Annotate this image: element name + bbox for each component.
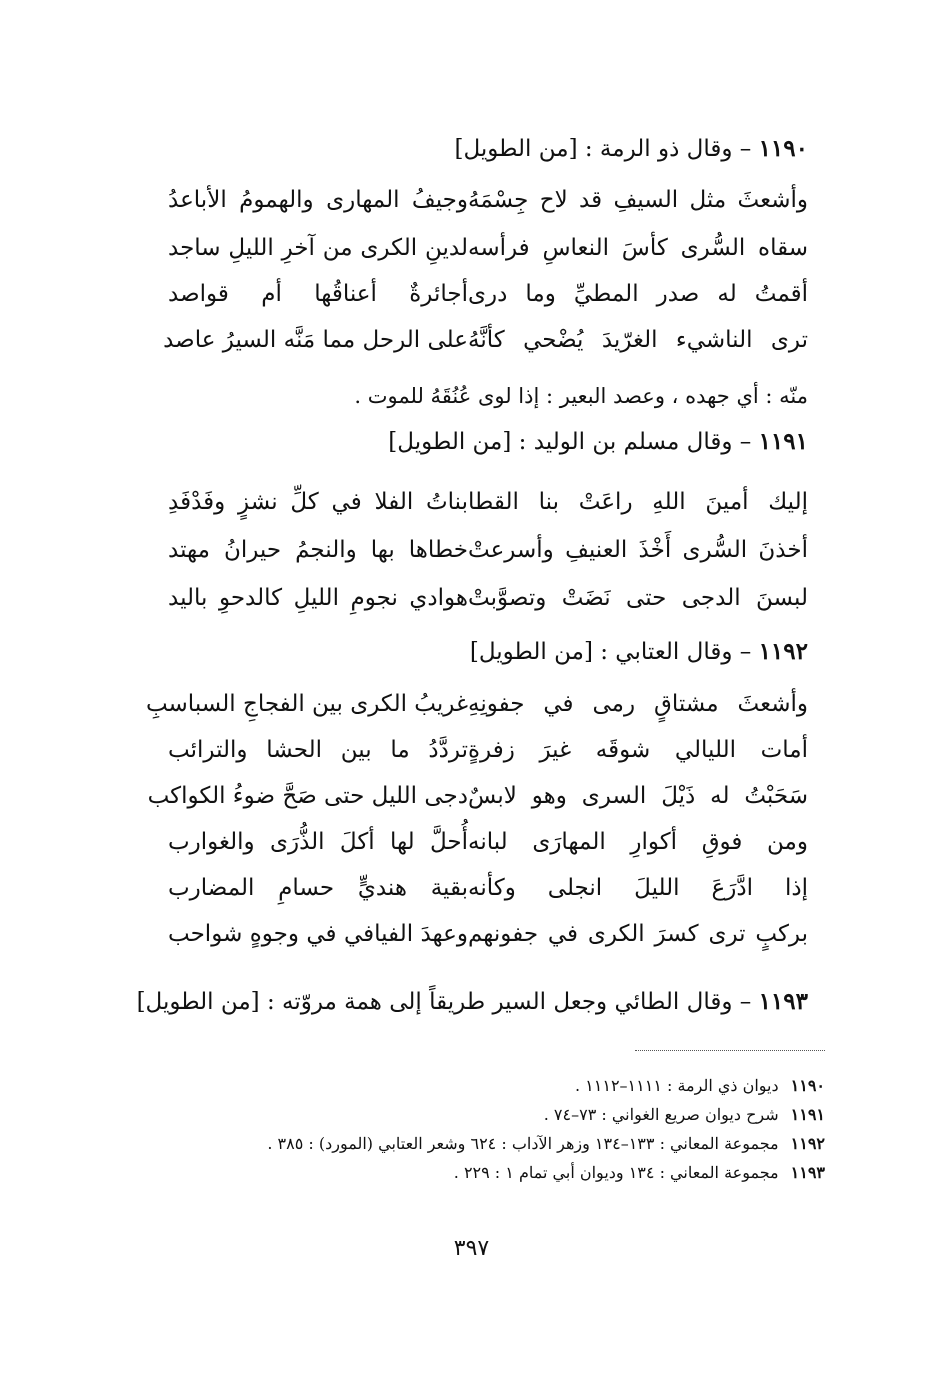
first-hemistich: أمات الليالي شوقَه غيرَ زفرةٍ — [468, 737, 808, 763]
verse-line — [168, 868, 808, 908]
second-hemistich: وعهدَ الفيافي في وجوهٍ شواحب — [168, 921, 468, 947]
footnote-separator — [635, 1050, 825, 1051]
second-hemistich: هوادي نجومِ الليلِ كالدحوِ باليد — [168, 585, 468, 611]
entry-title: – وقال العتابي : [من الطويل] — [469, 639, 752, 665]
first-hemistich: وأشعثَ مشتاقٍ رمى في جفونِهِ — [468, 691, 808, 717]
entry-heading-1190 — [455, 133, 809, 165]
footnote-number: ١١٩١ — [790, 1105, 825, 1124]
footnote-text: مجموعة المعاني : ١٣٤ وديوان أبي تمام ١ : ٢٢٩ . — [453, 1163, 779, 1182]
entry-title: – وقال مسلم بن الوليد : [من الطويل] — [388, 429, 752, 455]
first-hemistich: سَحَبْتُ له ذَيْلَ السرى وهو لابسٌ — [468, 783, 808, 809]
second-hemistich: بقية هنديٍّ حسامِ المضارب — [168, 875, 468, 901]
verse-line — [147, 776, 808, 816]
second-hemistich: وجيفُ المهارى والهمومُ الأباعدُ — [168, 187, 468, 213]
footnote-number: ١١٩٠ — [790, 1076, 825, 1095]
second-hemistich: أجائرةٌ أعناقُها أم قواصد — [168, 281, 468, 307]
first-hemistich: سقاه السُّرى كأسَ النعاسِ فرأسه — [468, 235, 808, 261]
footnote-text: مجموعة المعاني : ١٣٣–١٣٤ وزهر الآداب : ٦٢٤ وشعر العتابي (المورد) : ٣٨٥ . — [267, 1134, 779, 1153]
first-hemistich: ترى الناشيء الغرّيدَ يُضْحي كأنَّهُ — [468, 327, 808, 353]
first-hemistich: ومن فوقِ أكوارِ المهارَى لبانه — [468, 829, 808, 855]
footnote-text: شرح ديوان صريع الغواني : ٧٣–٧٤ . — [543, 1105, 779, 1124]
verse-line — [163, 320, 808, 360]
footnote — [544, 1103, 825, 1127]
second-hemistich: على الرحل مما مَنَّه السيرُ عاصد — [163, 327, 468, 353]
entry-heading-1191 — [388, 426, 808, 458]
second-hemistich: غريبُ الكرى بين الفجاجِ السباسبِ — [145, 691, 468, 717]
first-hemistich: لبسنَ الدجى حتى نَضَتْ وتصوَّبتْ — [468, 585, 808, 611]
entry-number: ١١٩١ — [758, 428, 808, 455]
first-hemistich: وأشعثَ مثل السيفِ قد لاح جِسْمَهُ — [468, 187, 808, 213]
verse-line — [168, 822, 808, 862]
footnote-number: ١١٩٢ — [790, 1134, 825, 1153]
entry-number: ١١٩٣ — [758, 988, 808, 1015]
verse-line — [168, 228, 808, 268]
second-hemistich: دجى الليل حتى صَحَّ ضوءُ الكواكب — [147, 783, 468, 809]
first-hemistich: بركبٍ ترى كسرَ الكرى في جفونهم — [468, 921, 808, 947]
verse-line — [168, 914, 808, 954]
footnote — [575, 1074, 825, 1098]
second-hemistich: خطاها بها والنجمُ حيرانُ مهتد — [168, 537, 468, 563]
verse-line — [145, 684, 808, 724]
verse-line — [168, 730, 808, 770]
footnote-number: ١١٩٣ — [790, 1163, 825, 1182]
verse-line — [168, 482, 808, 522]
entry-heading-1193 — [137, 986, 808, 1018]
page-number: ٣٩٧ — [453, 1236, 490, 1261]
footnote — [267, 1132, 825, 1156]
verse-line — [168, 530, 808, 570]
footnote-text: ديوان ذي الرمة : ١١١١–١١١٢ . — [574, 1076, 779, 1095]
verse-line — [168, 180, 808, 220]
verse-line — [168, 578, 808, 618]
entry-title: – وقال ذو الرمة : [من الطويل] — [454, 136, 752, 162]
first-hemistich: أقمتُ له صدر المطيِّ وما درى — [468, 281, 808, 307]
second-hemistich: بناتُ الفلا في كلِّ نشزٍ وفَدْفَدِ — [168, 489, 468, 515]
entry-title: – وقال الطائي وجعل السير طريقاً إلى همة مروّته : [من الطويل] — [136, 989, 752, 1015]
second-hemistich: أُحلَّ لها أكلَ الذُّرَى والغوارب — [168, 829, 468, 855]
gloss-note: منّه : أي جهده ، وعصد البعير : إذا لوى عُنُقَهُ للموت . — [354, 384, 808, 408]
entry-heading-1192 — [470, 636, 808, 668]
footnote — [454, 1161, 825, 1185]
entry-number: ١١٩٠ — [758, 135, 808, 162]
first-hemistich: أخذنَ السُّرى أَخْذَ العنيفِ وأسرعتْ — [468, 537, 808, 563]
first-hemistich: إذا ادَّرَعَ الليلَ انجلى وكأنه — [468, 875, 808, 901]
second-hemistich: تردَّدُ ما بين الحشا والترائب — [168, 737, 468, 763]
second-hemistich: لدينِ الكرى من آخرِ الليلِ ساجد — [168, 235, 468, 261]
first-hemistich: إليك أمينَ اللهِ راعَتْ بنا القطا — [468, 489, 808, 515]
verse-line — [168, 274, 808, 314]
entry-number: ١١٩٢ — [758, 638, 808, 665]
